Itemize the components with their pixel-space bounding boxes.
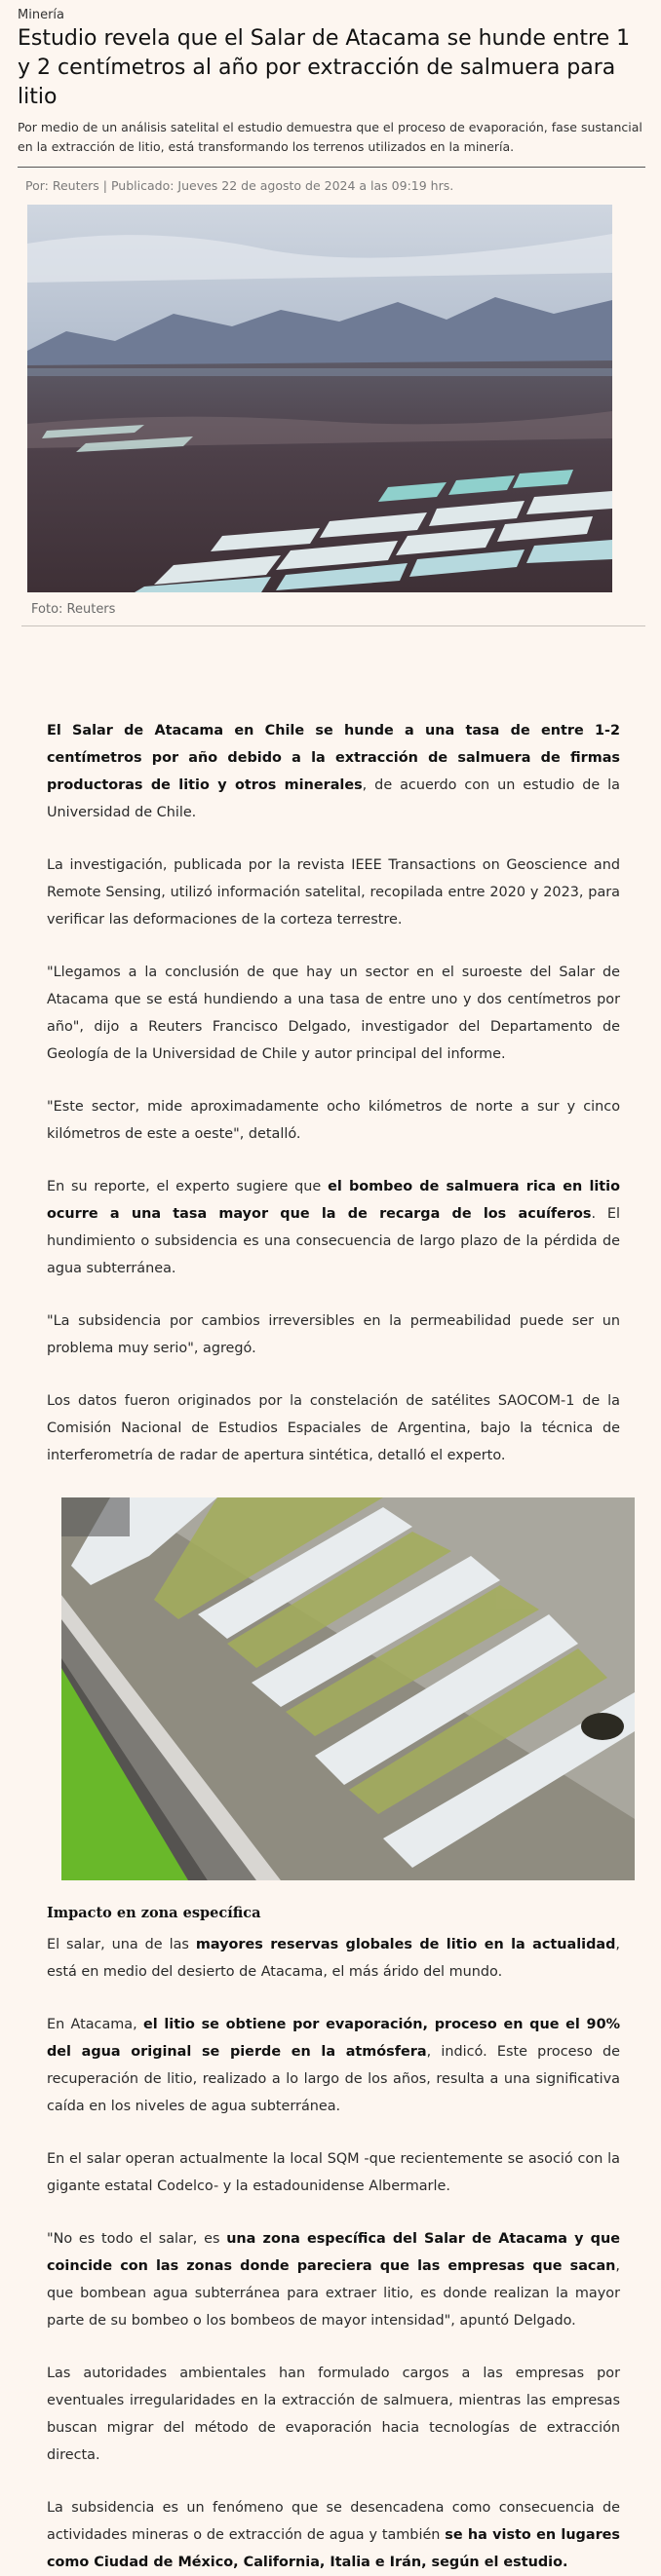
hero-photo [27, 205, 612, 592]
headline: Estudio revela que el Salar de Atacama se hunde entre 1 y 2 centímetros al año por extracción de salmuera para litio [18, 26, 631, 109]
paragraph-1 [47, 717, 620, 826]
section-subheading: Impacto en zona específica [47, 1905, 261, 1921]
article-header [0, 0, 661, 205]
paragraph-8 [47, 1931, 620, 1986]
paragraph-13-bold: se ha visto en lugares como Ciudad de México, California, Italia e Irán, según el estudio. [47, 2527, 620, 2570]
paragraph-7: Los datos fueron originados por la constelación de satélites SAOCOM-1 de la Comisión Nacional de Estudios Espaciales de Argentina, bajo la técnica de interferometría de radar de apertura sintética, detalló el experto. [47, 1393, 620, 1463]
article-body [0, 626, 661, 2576]
paragraph-4: "Este sector, mide aproximadamente ocho kilómetros de norte a sur y cinco kilómetros de este a oeste", detalló. [47, 1099, 620, 1142]
paragraph-2: La investigación, publicada por la revista IEEE Transactions on Geoscience and Remote Sensing, utilizó información satelital, recopilada entre 2020 y 2023, para verificar las deformaciones de la corteza terrestre. [47, 857, 620, 928]
paragraph-9-text-b: , indicó. Este proceso de recuperación de litio, realizado a lo largo de los años, resulta a una significativa caída en los niveles de agua subterránea. [47, 2044, 620, 2114]
paragraph-9-bold: el litio se obtiene por evaporación, proceso en que el 90% del agua original se pierde en la atmósfera [47, 2017, 620, 2060]
paragraph-13 [47, 2494, 620, 2576]
paragraph-6: "La subsidencia por cambios irreversibles en la permeabilidad puede ser un problema muy serio", agregó. [47, 1313, 620, 1356]
paragraph-1-text: , de acuerdo con un estudio de la Universidad de Chile. [47, 777, 621, 820]
paragraph-10: En el salar operan actualmente la local SQM -que recientemente se asoció con la gigante estatal Codelco- y la estadounidense Albermarle. [47, 2151, 620, 2194]
paragraph-11-bold: una zona específica del Salar de Atacama y que coincide con las zonas donde pareciera que las empresas que sacan [47, 2231, 620, 2274]
hero-photo-container [0, 205, 661, 592]
paragraph-11-text-b: , que bombean agua subterránea para extraer litio, es donde realizan la mayor parte de su bombeo o los bombeos de mayor intensidad", apuntó Delgado. [47, 2258, 620, 2329]
paragraph-3: "Llegamos a la conclusión de que hay un sector en el suroeste del Salar de Atacama que se está hundiendo a una tasa de entre uno y dos centímetros por año", dijo a Reuters Francisco Delgado, investigador del Departamento de Geología de la Universidad de Chile y autor principal del informe. [47, 965, 620, 1062]
photo-caption: Foto: Reuters [31, 602, 116, 617]
paragraph-5-text-b: . El hundimiento o subsidencia es una consecuencia de largo plazo de la pérdida de agua subterránea. [47, 1206, 620, 1276]
paragraph-12: Las autoridades ambientales han formulado cargos a las empresas por eventuales irregularidades en la extracción de salmuera, mientras las empresas buscan migrar del método de evaporación hacia tecnologías de extracción directa. [47, 2366, 620, 2463]
paragraph-11 [47, 2225, 620, 2334]
article-dek: Por medio de un análisis satelital el estudio demuestra que el proceso de evaporación, fase sustancial en la extracción de litio, está transformando los terrenos utilizados en la minería. [18, 120, 642, 154]
category-label[interactable]: Minería [18, 8, 64, 22]
paragraph-5-text-a: En su reporte, el experto sugiere que [47, 1179, 329, 1194]
inline-photo-container [47, 1495, 620, 1880]
paragraph-5 [47, 1173, 620, 1282]
paragraph-8-text-b: , está en medio del desierto de Atacama, el más árido del mundo. [47, 1937, 620, 1980]
paragraph-13-text: La subsidencia es un fenómeno que se desencadena como consecuencia de actividades mineras o de extracción de agua y también [47, 2500, 620, 2543]
paragraph-11-text-a: "No es todo el salar, es [47, 2231, 227, 2247]
inline-photo [61, 1497, 635, 1880]
paragraph-9-text-a: En Atacama, [47, 2017, 143, 2032]
paragraph-8-bold: mayores reservas globales de litio en la actualidad [195, 1937, 616, 1952]
paragraph-9 [47, 2011, 620, 2120]
paragraph-1-bold: El Salar de Atacama en Chile se hunde a una tasa de entre 1-2 centímetros por año debido a la extracción de salmuera de firmas productoras de litio y otros minerales [47, 723, 620, 793]
paragraph-8-text-a: El salar, una de las [47, 1937, 196, 1952]
paragraph-5-bold: el bombeo de salmuera rica en litio ocurre a una tasa mayor que la de recarga de los acuíferos [47, 1179, 621, 1222]
byline: Por: Reuters | Publicado: Jueves 22 de agosto de 2024 a las 09:19 hrs. [25, 178, 454, 193]
